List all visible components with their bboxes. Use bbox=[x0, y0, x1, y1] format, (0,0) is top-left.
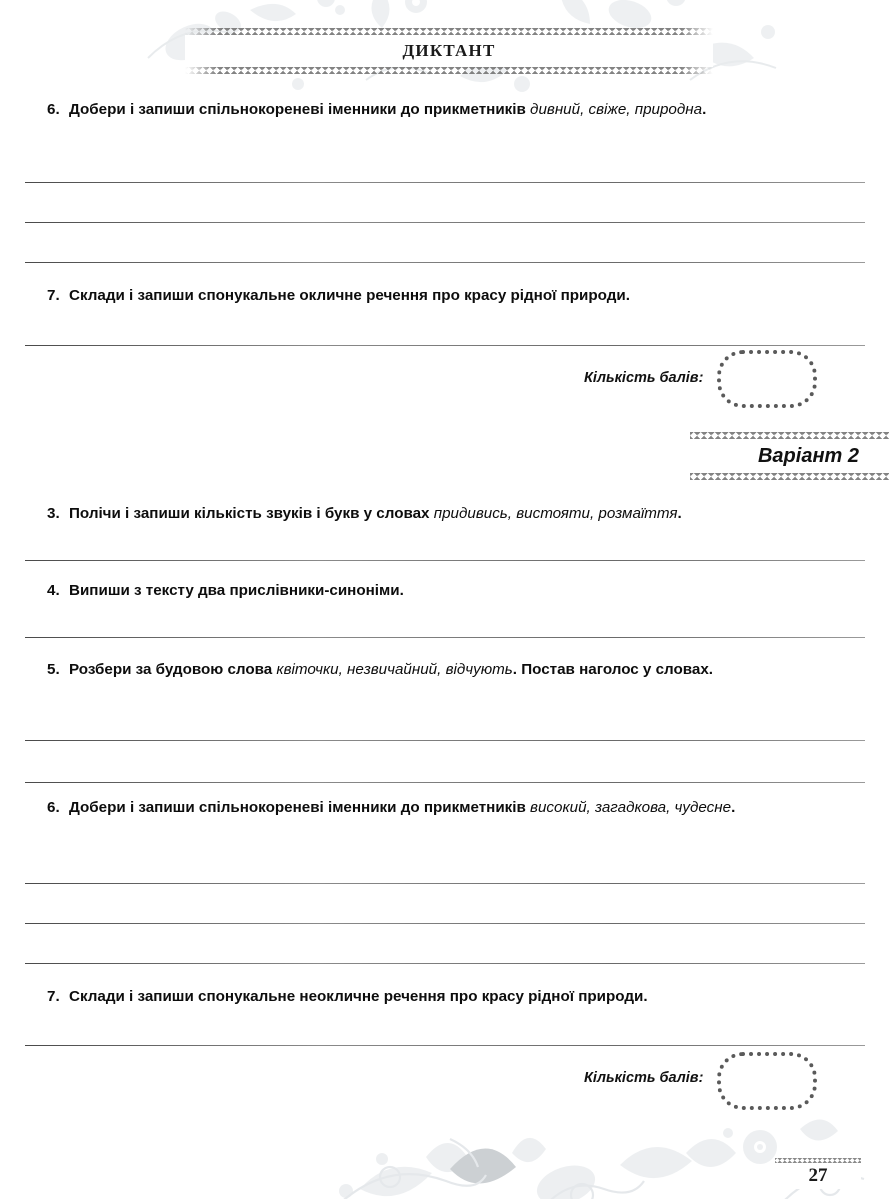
task-3-v2-body bbox=[69, 505, 682, 522]
task-6-v1-italic-words: дивний, свіже, природна bbox=[530, 101, 703, 118]
task-5-v2 bbox=[47, 657, 842, 682]
writing-line[interactable] bbox=[25, 182, 865, 183]
task-3-v2-italic-words: придивись, вистояти, розмаїття bbox=[433, 505, 678, 522]
task-6-v1 bbox=[47, 97, 842, 122]
task-6-v2-number: 6. bbox=[47, 799, 60, 816]
task-7-v2-body: Склади і запиши спонукальне неокличне речення про красу рідної природи. bbox=[69, 988, 648, 1005]
task-6-v2-text-before: Добери і запиши спільнокореневі іменники до прикметників bbox=[69, 799, 531, 816]
task-4-v2-body: Випиши з тексту два прислівники-синоніми. bbox=[69, 582, 404, 599]
task-6-v2-text-after: . bbox=[731, 799, 736, 816]
task-6-v2 bbox=[47, 795, 842, 845]
writing-line[interactable] bbox=[25, 560, 865, 561]
task-3-v2 bbox=[47, 501, 842, 526]
section-header-variant-2 bbox=[690, 432, 889, 480]
task-6-v2-body bbox=[47, 799, 842, 841]
variant-label: Варіант 2 bbox=[690, 439, 889, 473]
writing-line[interactable] bbox=[25, 963, 865, 964]
task-3-v2-number: 3. bbox=[47, 505, 60, 522]
writing-line[interactable] bbox=[25, 262, 865, 263]
task-7-v2 bbox=[47, 984, 842, 1009]
task-6-v1-text-before: Добери і запиши спільнокореневі іменники до прикметників bbox=[69, 101, 531, 118]
task-5-v2-number: 5. bbox=[47, 661, 60, 678]
writing-line[interactable] bbox=[25, 883, 865, 884]
task-6-v1-number: 6. bbox=[47, 101, 60, 118]
ornament-variant-top bbox=[690, 432, 889, 439]
task-6-v1-body bbox=[69, 101, 706, 118]
ornament-variant-bottom bbox=[690, 473, 889, 480]
score-label-v1: Кількість балів: bbox=[584, 370, 704, 386]
task-5-v2-italic-words: квіточки, незвичайний, відчують bbox=[276, 661, 513, 678]
task-4-v2 bbox=[47, 578, 842, 603]
writing-line[interactable] bbox=[25, 637, 865, 638]
writing-line[interactable] bbox=[25, 345, 865, 346]
task-5-v2-text-before: Розбери за будовою слова bbox=[69, 661, 277, 678]
score-label-v2: Кількість балів: bbox=[584, 1070, 704, 1086]
writing-line[interactable] bbox=[25, 1045, 865, 1046]
section-header-diktant bbox=[185, 28, 713, 74]
writing-line[interactable] bbox=[25, 923, 865, 924]
task-6-v1-text-after: . bbox=[702, 101, 707, 118]
score-box-v2[interactable] bbox=[717, 1052, 817, 1110]
page-title: ДИКТАНТ bbox=[185, 35, 713, 67]
ornament-top-band bbox=[185, 28, 713, 35]
writing-line[interactable] bbox=[25, 222, 865, 223]
page-footer bbox=[775, 1158, 861, 1189]
ornament-bottom-band bbox=[185, 67, 713, 74]
task-5-v2-text-after: . Постав наголос у словах. bbox=[512, 661, 714, 678]
task-6-v2-italic-words: високий, загадкова, чудесне bbox=[530, 799, 732, 816]
ornament-page-number bbox=[775, 1158, 861, 1163]
task-7-v1 bbox=[47, 283, 842, 308]
task-7-v2-number: 7. bbox=[47, 988, 60, 1005]
task-3-v2-text-before: Полічи і запиши кількість звуків і букв у словах bbox=[69, 505, 434, 522]
page-number: 27 bbox=[775, 1163, 861, 1189]
task-3-v2-text-after: . bbox=[677, 505, 682, 522]
writing-line[interactable] bbox=[25, 782, 865, 783]
task-5-v2-body bbox=[69, 661, 713, 678]
score-box-v1[interactable] bbox=[717, 350, 817, 408]
task-4-v2-number: 4. bbox=[47, 582, 60, 599]
task-7-v1-number: 7. bbox=[47, 287, 60, 304]
task-7-v1-body: Склади і запиши спонукальне окличне речення про красу рідної природи. bbox=[69, 287, 630, 304]
writing-line[interactable] bbox=[25, 740, 865, 741]
